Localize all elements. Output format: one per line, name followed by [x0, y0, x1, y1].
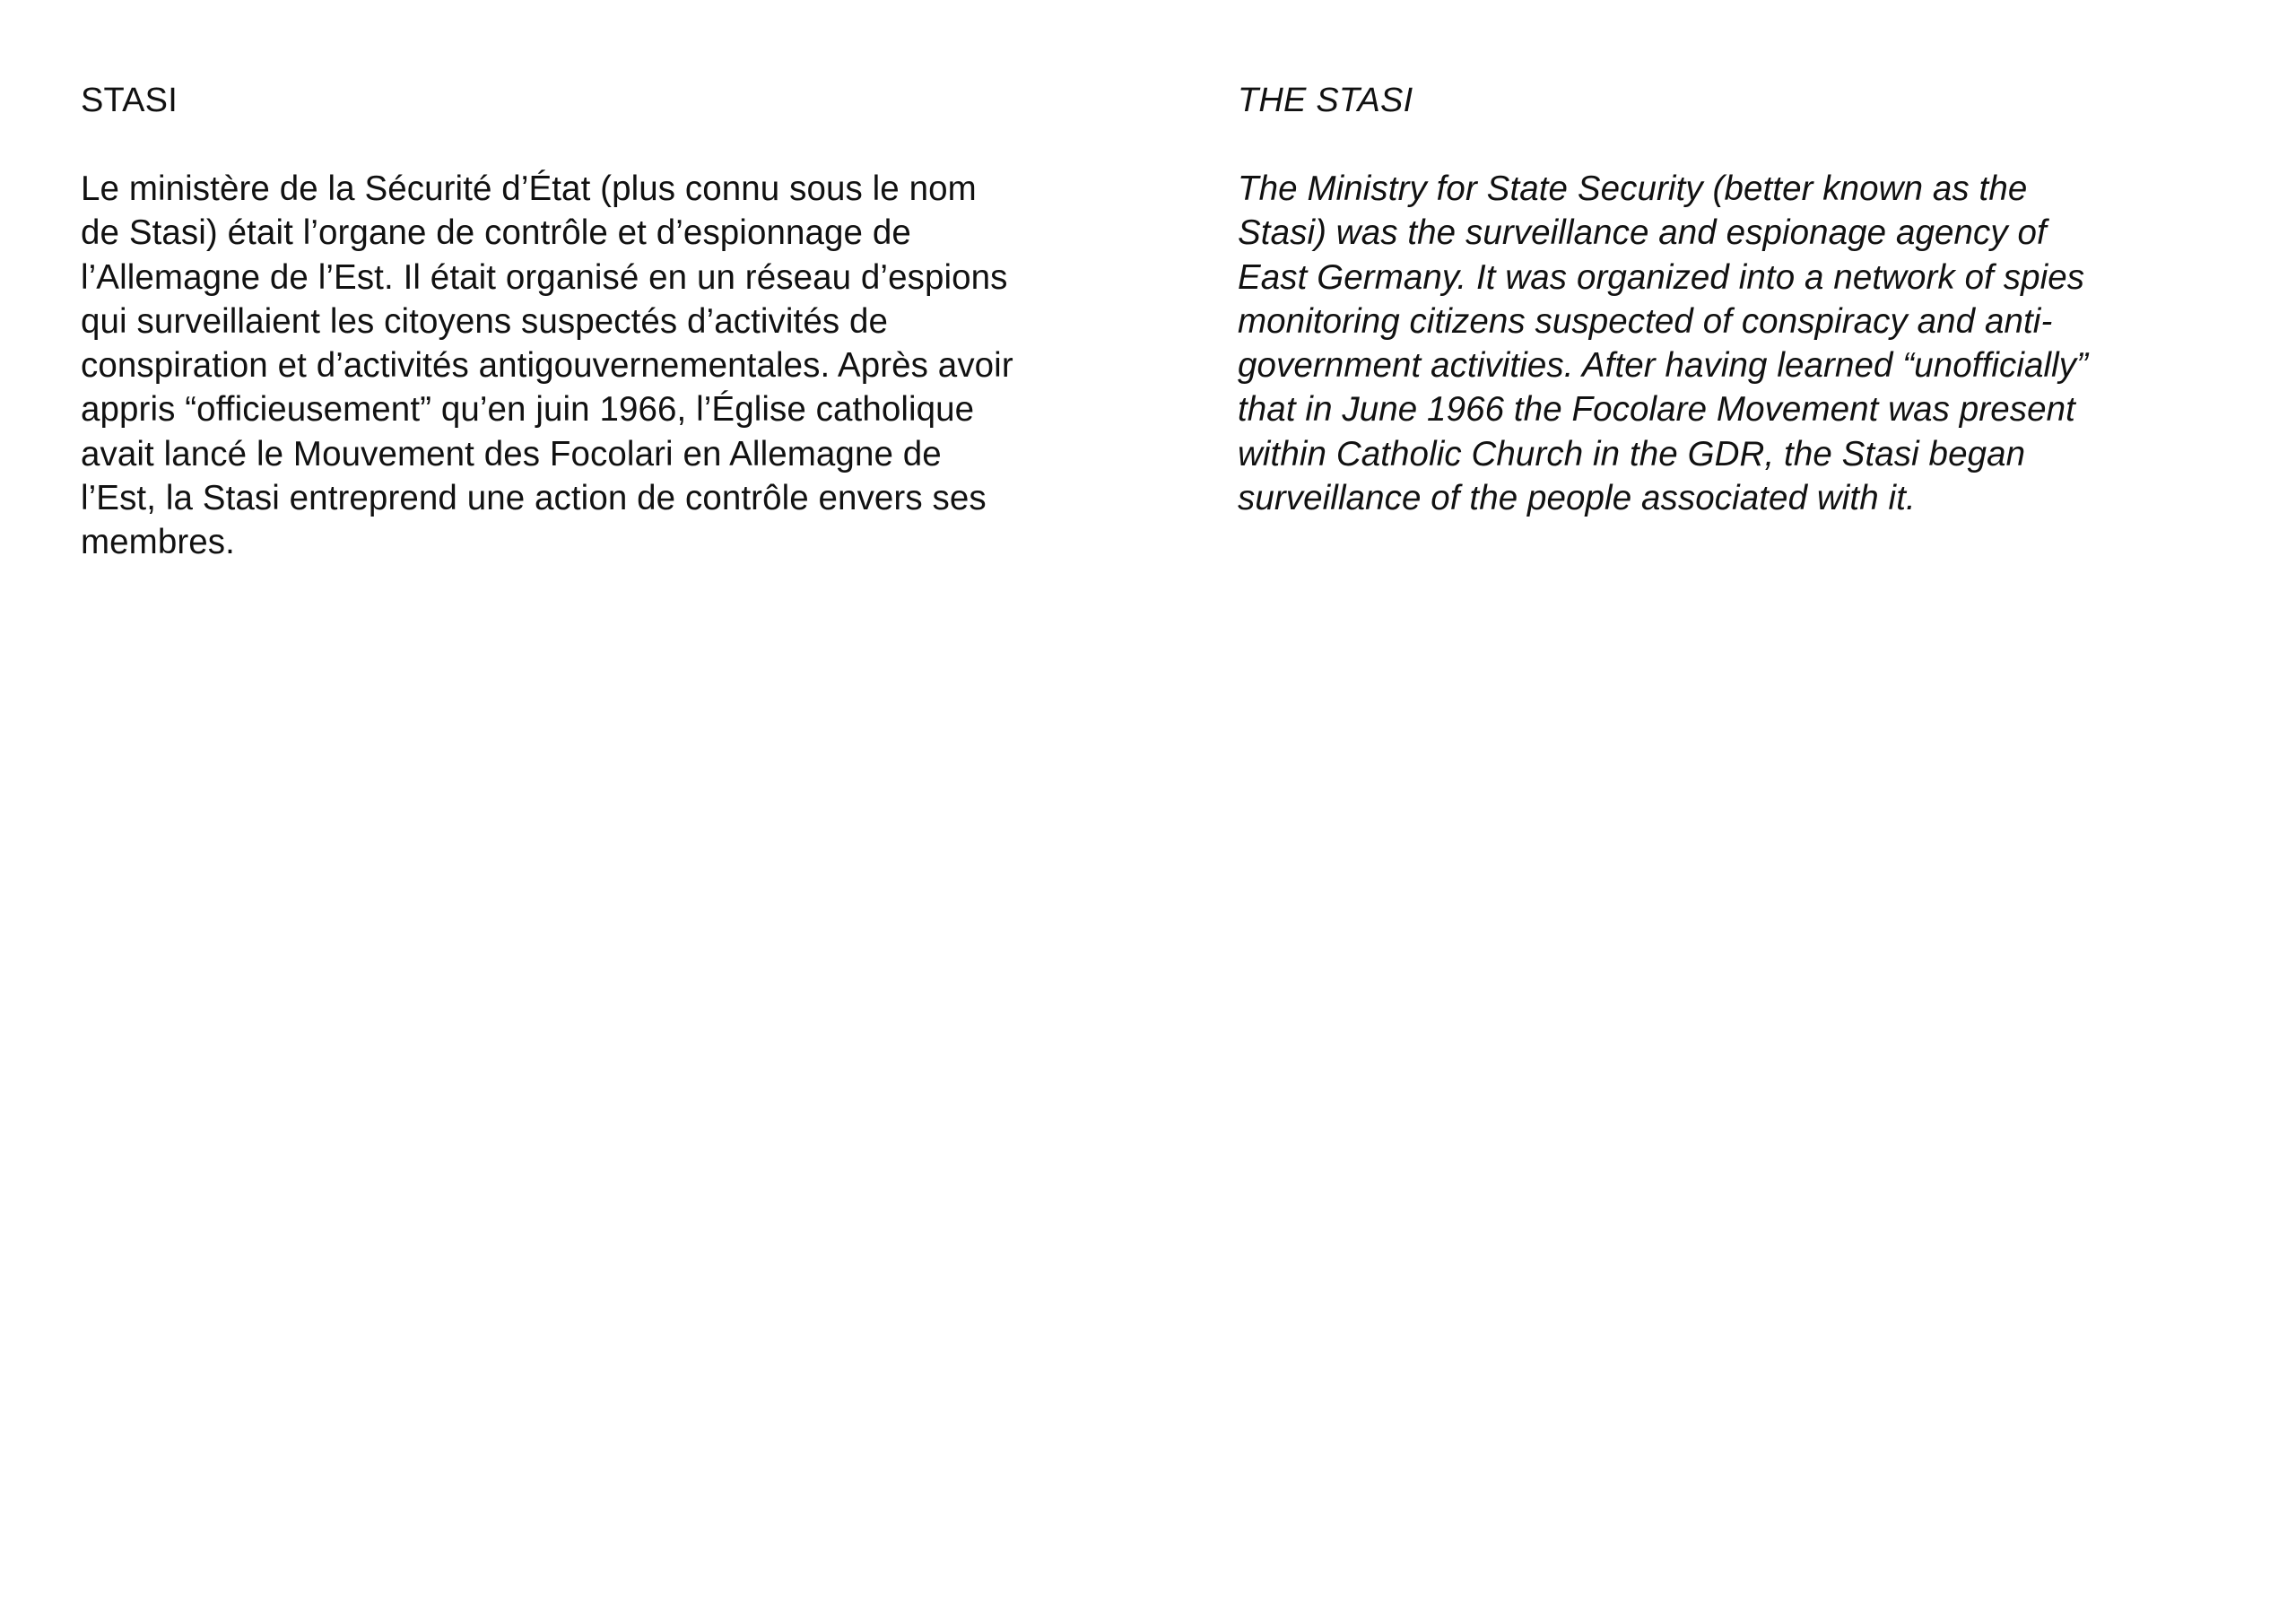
english-paragraph	[1238, 167, 2260, 520]
french-line: avait lancé le Mouvement des Focolari en Allemagne de	[81, 434, 942, 473]
english-line: monitoring citizens suspected of conspiracy and anti-	[1238, 301, 2053, 341]
english-line: surveillance of the people associated with it.	[1238, 479, 1916, 518]
french-paragraph	[81, 167, 1157, 565]
english-title: THE STASI	[1238, 82, 1413, 119]
french-line: Le ministère de la Sécurité d’État (plus connu sous le nom	[81, 169, 977, 208]
french-line: qui surveillaient les citoyens suspectés d’activités de	[81, 301, 889, 341]
english-line: Stasi) was the surveillance and espionage agency of	[1238, 213, 2047, 253]
french-column	[81, 79, 1157, 565]
english-line: that in June 1966 the Focolare Movement was present	[1238, 390, 2075, 430]
english-line: government activities. After having learned “unofficially”	[1238, 346, 2089, 386]
french-line: appris “officieusement” qu’en juin 1966, l’Église catholique	[81, 390, 975, 430]
french-line: l’Est, la Stasi entreprend une action de contrôle envers ses	[81, 479, 987, 518]
french-title: STASI	[81, 82, 178, 119]
english-column	[1238, 79, 2260, 520]
french-line: l’Allemagne de l’Est. Il était organisé en un réseau d’espions	[81, 257, 1008, 297]
english-line: The Ministry for State Security (better known as the	[1238, 169, 2028, 208]
french-line: membres.	[81, 523, 235, 562]
french-line: conspiration et d’activités antigouvernementales. Après avoir	[81, 346, 1013, 386]
english-line: within Catholic Church in the GDR, the Stasi began	[1238, 434, 2026, 473]
french-line: de Stasi) était l’organe de contrôle et d’espionnage de	[81, 213, 911, 253]
english-line: East Germany. It was organized into a network of spies	[1238, 257, 2085, 297]
